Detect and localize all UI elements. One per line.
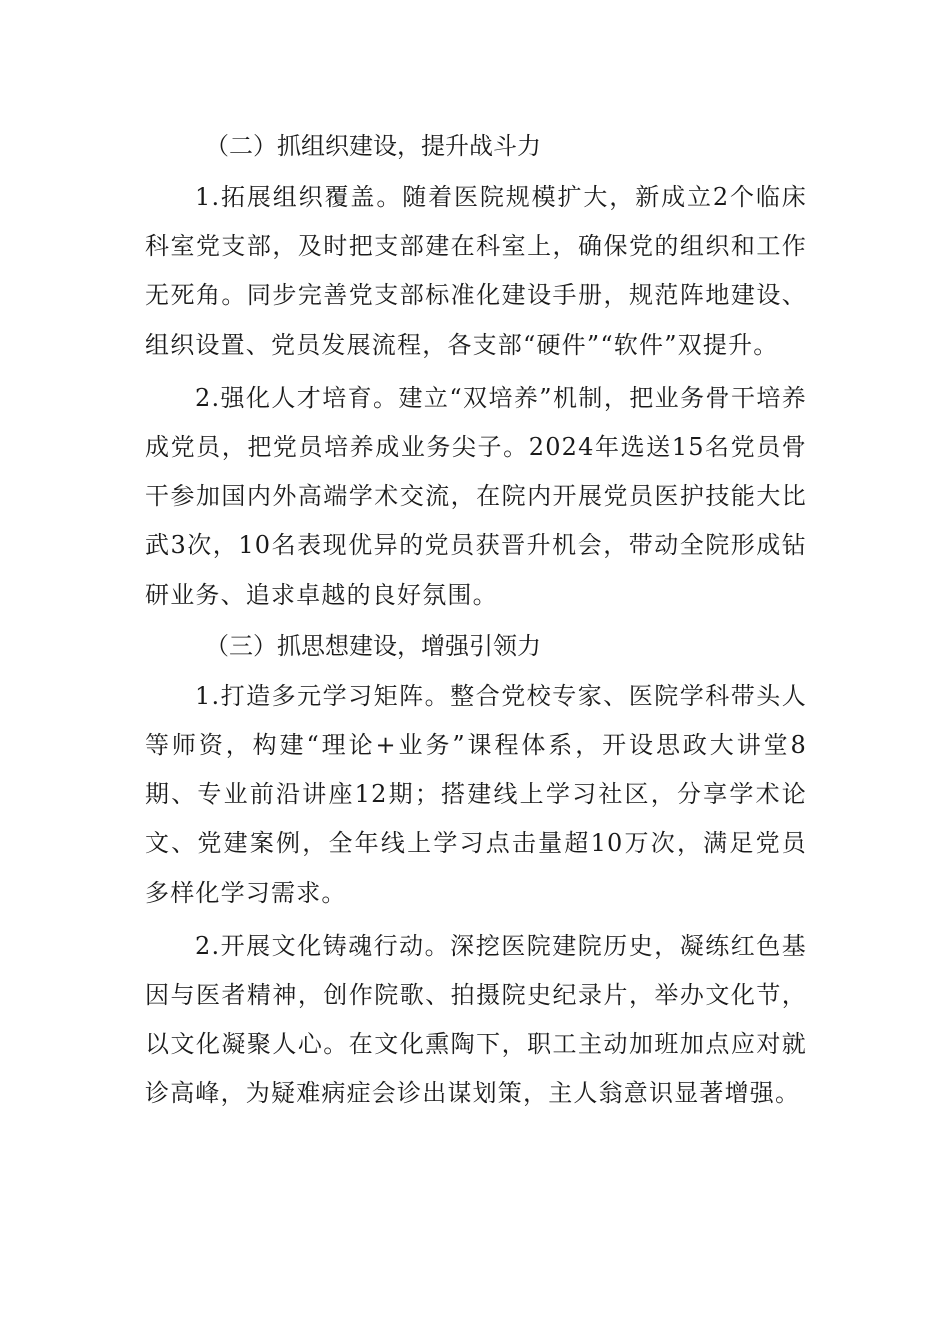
section-heading-ideology: （三）抓思想建设，增强引领力 xyxy=(205,631,541,660)
document-page xyxy=(145,122,807,1119)
paragraph-expand-coverage: 1.拓展组织覆盖。随着医院规模扩大，新成立2个临床科室党支部，及时把支部建在科室上，确保党的组织和工作无死角。同步完善党支部标准化建设手册，规范阵地建设、组织设置、党员发展流程，各支部“硬件”“软件”双提升。 xyxy=(145,183,807,359)
paragraph-talent-cultivation: 2.强化人才培育。建立“双培养”机制，把业务骨干培养成党员，把党员培养成业务尖子。2024年选送15名党员骨干参加国内外高端学术交流，在院内开展党员医护技能大比武3次，10名表现优异的党员获晋升机会，带动全院形成钻研业务、追求卓越的良好氛围。 xyxy=(145,383,807,609)
paragraph-learning-matrix: 1.打造多元学习矩阵。整合党校专家、医院学科带头人等师资，构建“理论+业务”课程体系，开设思政大讲堂8期、专业前沿讲座12期；搭建线上学习社区，分享学术论文、党建案例，全年线上学习点击量超10万次，满足党员多样化学习需求。 xyxy=(145,681,807,907)
paragraph-culture-action: 2.开展文化铸魂行动。深挖医院建院历史，凝练红色基因与医者精神，创作院歌、拍摄院史纪录片，举办文化节，以文化凝聚人心。在文化熏陶下，职工主动加班加点应对就诊高峰，为疑难病症会诊出谋划策，主人翁意识显著增强。 xyxy=(145,931,807,1108)
section-heading-organization: （二）抓组织建设，提升战斗力 xyxy=(205,132,541,160)
